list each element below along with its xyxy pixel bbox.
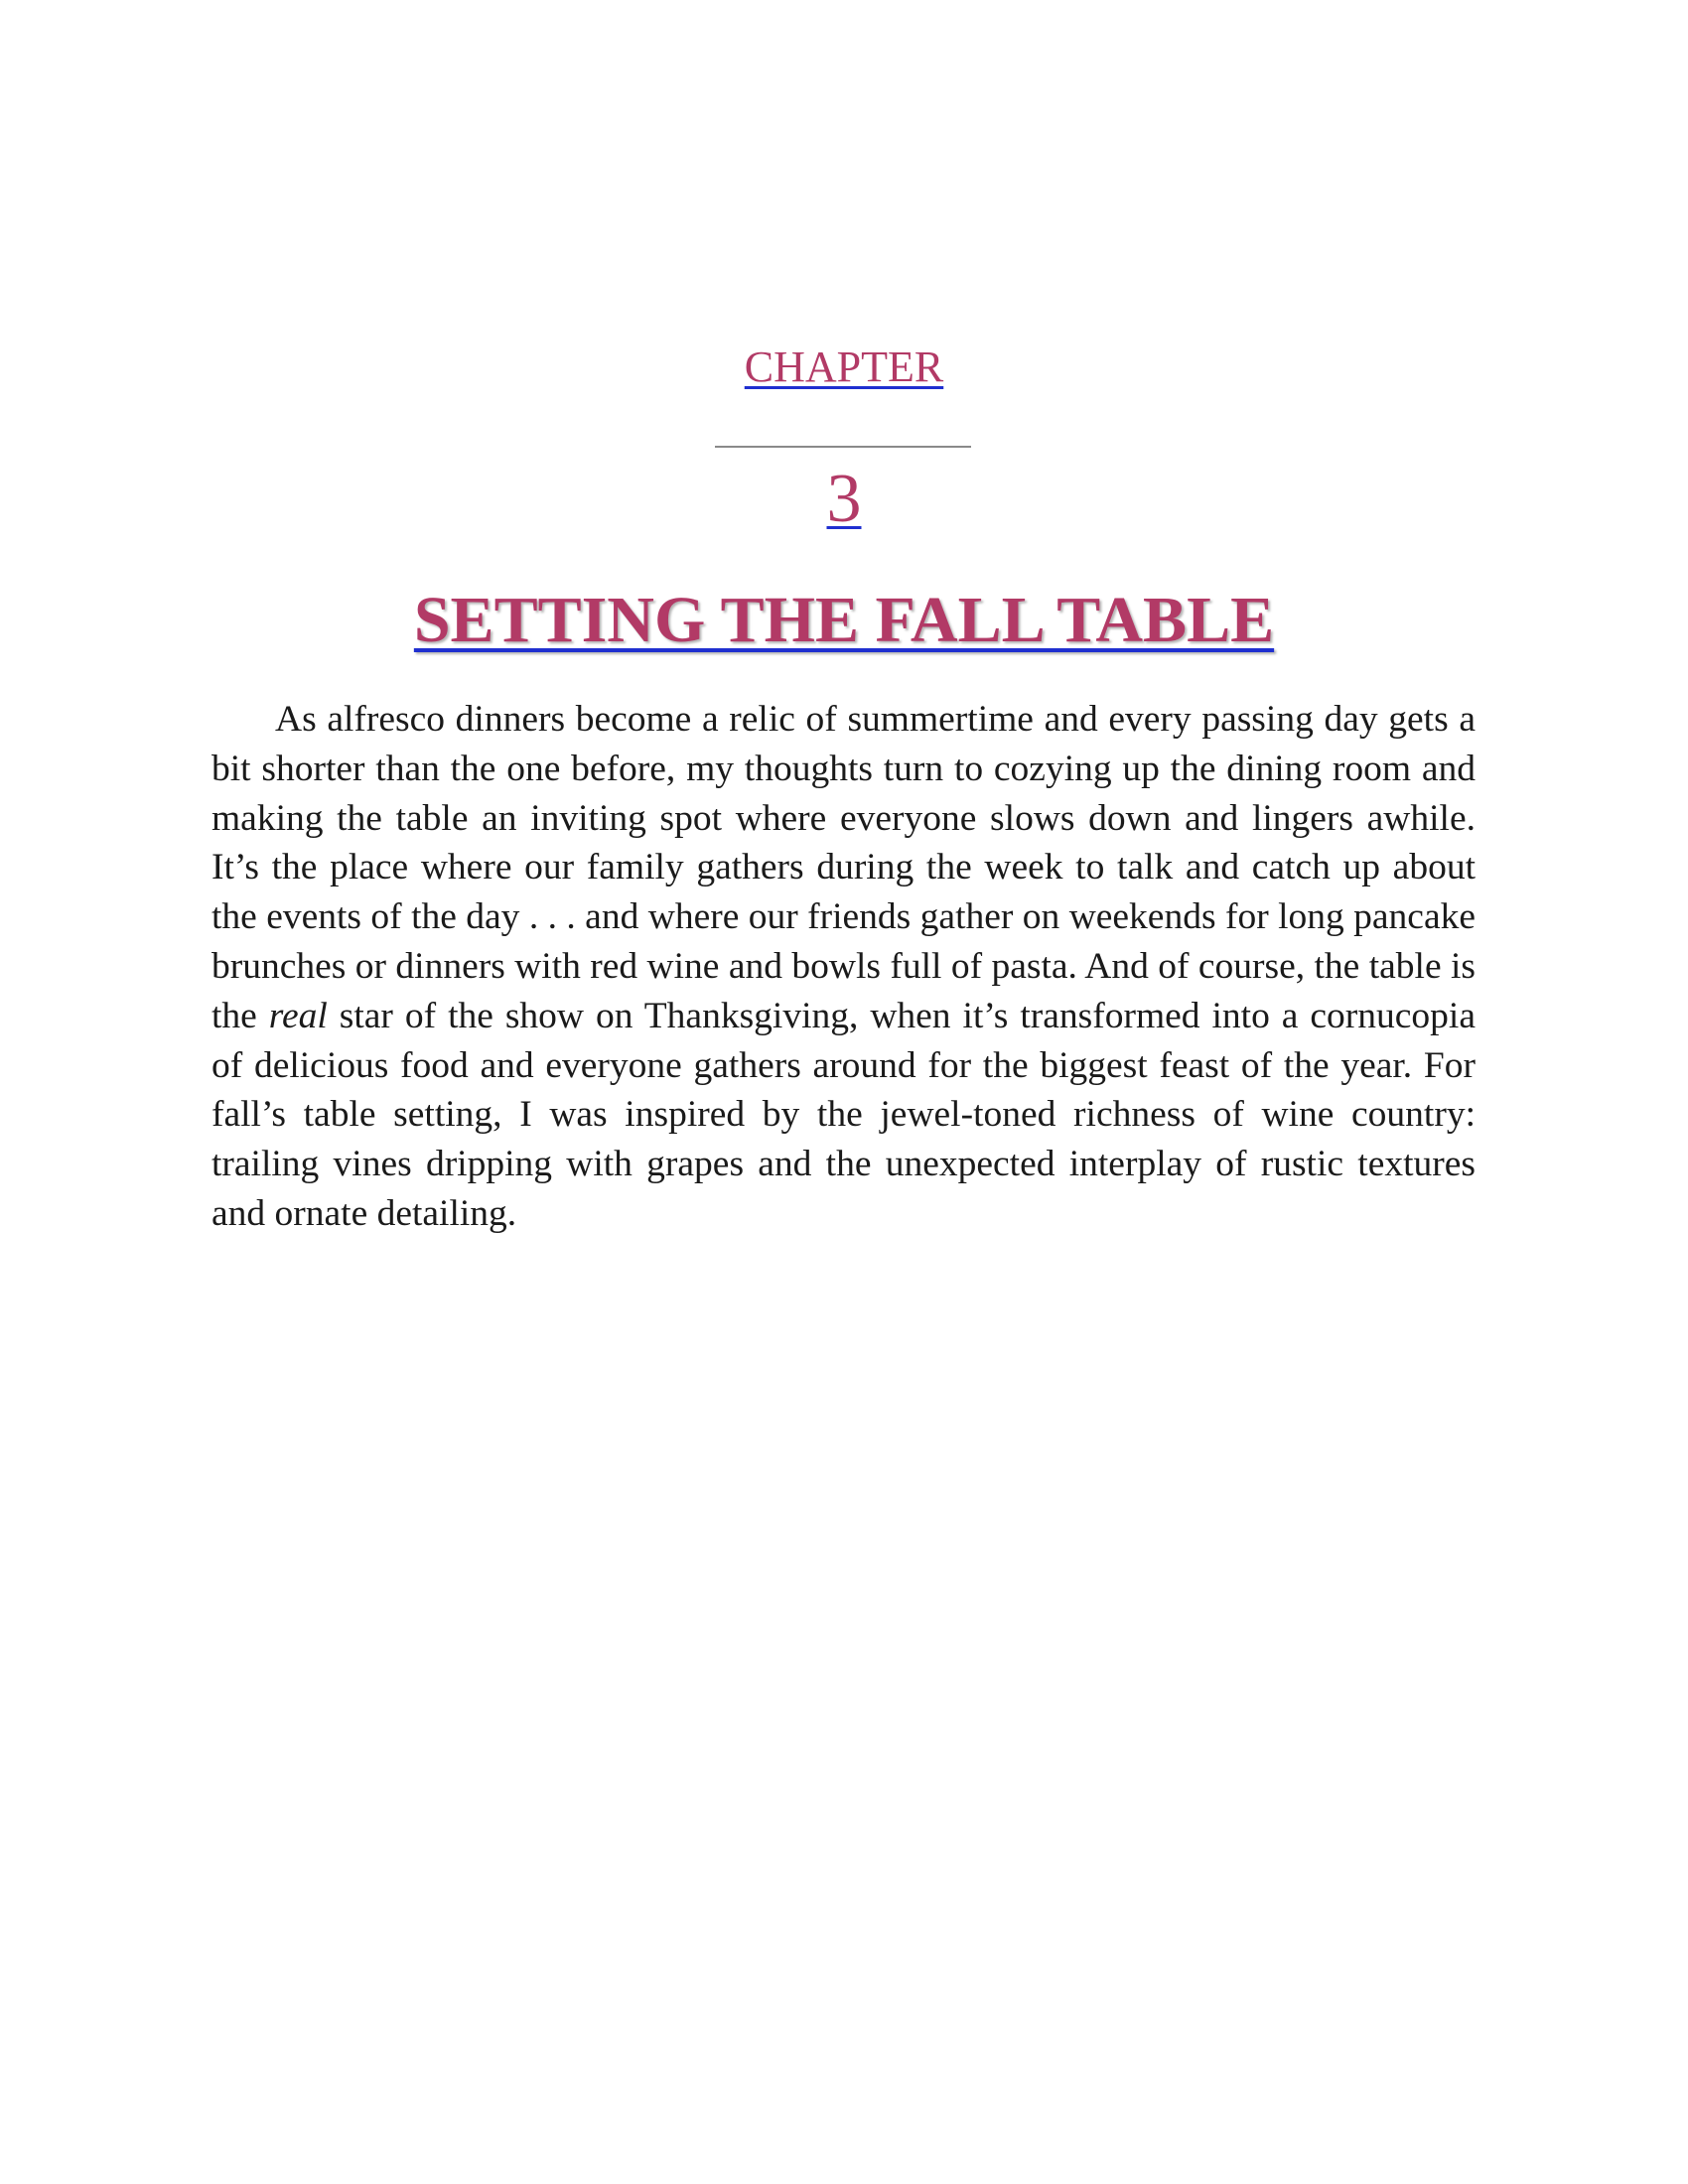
chapter-number [0, 459, 1688, 540]
body-text-segment-2: star of the show on Thanksgiving, when it’s transformed into a cornucopia of delicious food and everyone gathers around for the biggest feast of the year. For fall’s table setting, I was inspired by the jewel-toned richness of wine country: trailing vines dripping with grapes and the unexpected interplay of rustic textures and ornate detailing. [211, 995, 1476, 1234]
chapter-label-link[interactable]: CHAPTER [744, 342, 944, 391]
chapter-number-link[interactable]: 3 [826, 461, 862, 537]
chapter-label [0, 338, 1688, 397]
body-text-segment-1: As alfresco dinners become a relic of summertime and every passing day gets a bit shorter than the one before, my thoughts turn to cozying up the dining room and making the table an inviting spot where everyone slows down and lingers awhile. It’s the place where our family gathers during the week to talk and catch up about the events of the day . . . and where our friends gather on weekends for long pancake brunches or dinners with red wine and bowls full of pasta. And of course, the table is the [211, 699, 1476, 1036]
body-paragraph [211, 695, 1476, 1239]
chapter-title[interactable]: SETTING THE FALL TABLE [413, 584, 1275, 656]
chapter-divider [715, 446, 971, 448]
body-text-emphasis: real [268, 995, 328, 1036]
